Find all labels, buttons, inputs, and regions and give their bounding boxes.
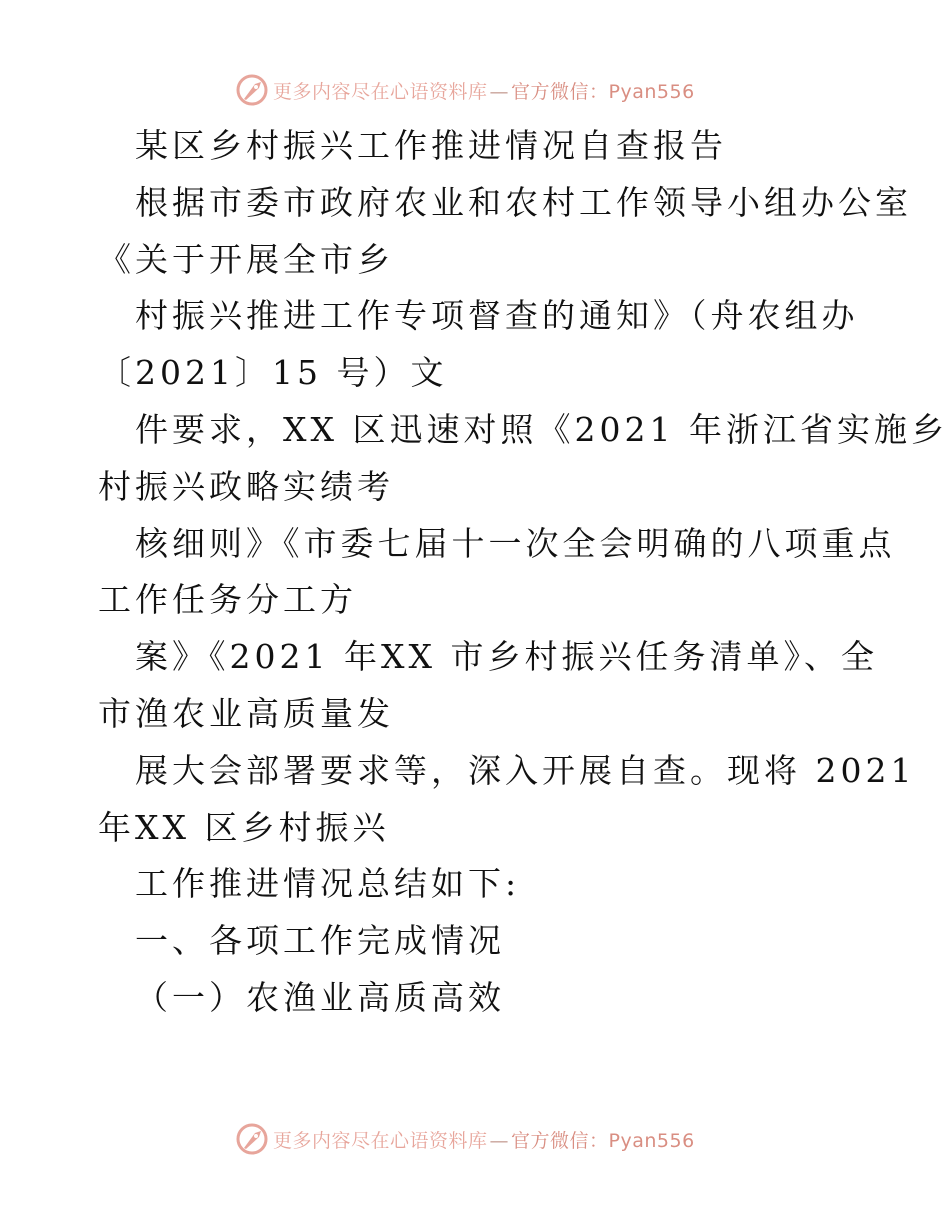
subsection-heading: （一）农渔业高质高效 bbox=[135, 977, 505, 1017]
watermark-text bbox=[273, 1126, 695, 1153]
watermark-wechat: 官方微信：Pyan556 bbox=[511, 1129, 695, 1152]
paragraph-line: 案》《2021 年XX 市乡村振兴任务清单》、全 bbox=[135, 637, 878, 677]
footer-watermark bbox=[235, 1122, 755, 1156]
section-heading: 一、各项工作完成情况 bbox=[135, 921, 505, 961]
paragraph-line: 工作推进情况总结如下: bbox=[135, 864, 521, 904]
pen-nib-logo-icon bbox=[235, 1122, 269, 1156]
paragraph-line: 件要求，XX 区迅速对照《2021 年浙江省实施乡 bbox=[135, 409, 948, 449]
paragraph-line: 〔2021〕15 号）文 bbox=[98, 353, 448, 393]
paragraph-line: 村振兴推进工作专项督查的通知》（舟农组办 bbox=[135, 296, 859, 336]
watermark-dash: — bbox=[489, 1129, 510, 1152]
watermark-dash: — bbox=[489, 80, 510, 103]
document-title: 某区乡村振兴工作推进情况自查报告 bbox=[135, 126, 727, 165]
watermark-brand: 更多内容尽在心语资料库 bbox=[273, 1129, 488, 1152]
watermark-text bbox=[273, 77, 695, 104]
paragraph-line: 年XX 区乡村振兴 bbox=[98, 807, 390, 847]
paragraph-line: 工作任务分工方 bbox=[98, 580, 357, 620]
watermark-wechat: 官方微信：Pyan556 bbox=[511, 80, 695, 103]
document-body bbox=[98, 118, 948, 1027]
paragraph-line: 展大会部署要求等，深入开展自查。现将 2021 bbox=[135, 750, 916, 790]
pen-nib-logo-icon bbox=[235, 73, 269, 107]
paragraph-line: 核细则》《市委七届十一次全会明确的八项重点 bbox=[135, 523, 896, 563]
header-watermark bbox=[235, 73, 755, 107]
watermark-brand: 更多内容尽在心语资料库 bbox=[273, 80, 488, 103]
paragraph-line: 《关于开展全市乡 bbox=[98, 239, 394, 279]
paragraph-line: 村振兴政略实绩考 bbox=[98, 466, 394, 506]
paragraph-line: 市渔农业高质量发 bbox=[98, 693, 394, 733]
paragraph-line: 根据市委市政府农业和农村工作领导小组办公室 bbox=[135, 182, 912, 222]
